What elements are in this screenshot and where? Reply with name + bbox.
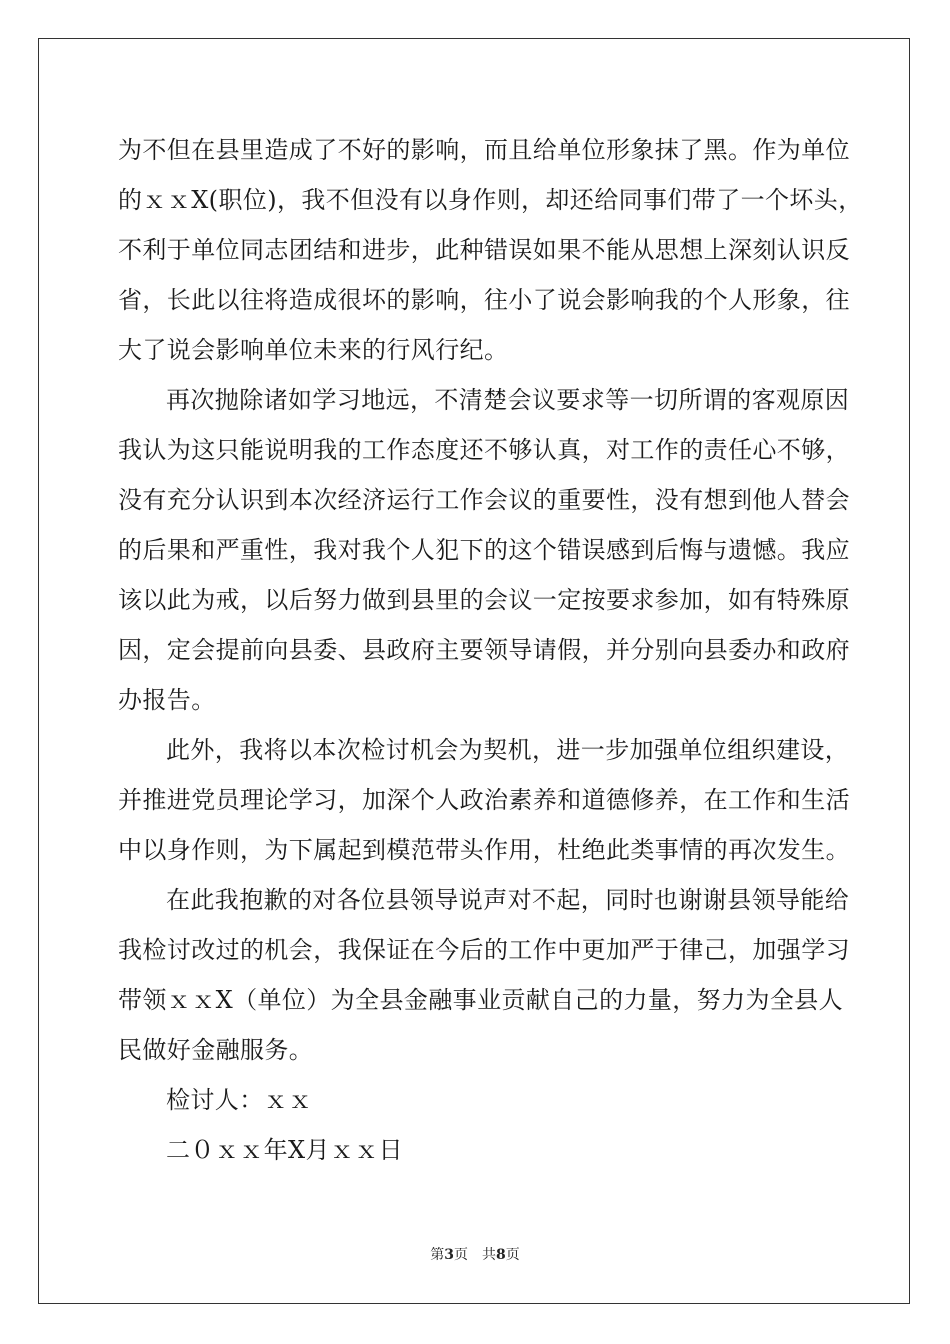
page-footer: [0, 1246, 950, 1264]
text-line: 该以此为戒，以后努力做到县里的会议一定按要求参加，如有特殊原: [118, 586, 850, 614]
text-line: 大了说会影响单位未来的行风行纪。: [118, 336, 509, 364]
text-line: 民做好金融服务。: [118, 1036, 314, 1064]
text-line: 的ｘｘX(职位)，我不但没有以身作则，却还给同事们带了一个坏头，: [118, 186, 863, 214]
date-line: 二０ｘｘ年X月ｘｘ日: [166, 1136, 404, 1164]
text-line: 我检讨改过的机会，我保证在今后的工作中更加严于律己，加强学习: [118, 936, 850, 964]
page-number: 3: [444, 1247, 454, 1263]
text-line: 中以身作则，为下属起到模范带头作用，杜绝此类事情的再次发生。: [118, 836, 850, 864]
total-pages: 8: [496, 1247, 506, 1263]
text-line: 带领ｘｘX（单位）为全县金融事业贡献自己的力量，努力为全县人: [118, 986, 844, 1014]
total-suffix: 页: [505, 1247, 520, 1263]
text-line: 在此我抱歉的对各位县领导说声对不起，同时也谢谢县领导能给: [166, 886, 850, 914]
total-prefix: 共: [482, 1247, 496, 1263]
text-line: 此外，我将以本次检讨机会为契机，进一步加强单位组织建设，: [166, 736, 850, 764]
text-line: 再次抛除诸如学习地远，不清楚会议要求等一切所谓的客观原因: [166, 386, 850, 414]
text-line: 为不但在县里造成了不好的影响，而且给单位形象抹了黑。作为单位: [118, 136, 850, 164]
text-line: 省，长此以往将造成很坏的影响，往小了说会影响我的个人形象，往: [118, 286, 850, 314]
text-line: 我认为这只能说明我的工作态度还不够认真，对工作的责任心不够，: [118, 436, 850, 464]
text-line: 没有充分认识到本次经济运行工作会议的重要性，没有想到他人替会: [118, 486, 850, 514]
page-suffix: 页: [454, 1247, 468, 1263]
text-line: 不利于单位同志团结和进步，此种错误如果不能从思想上深刻认识反: [118, 236, 850, 264]
text-line: 因，定会提前向县委、县政府主要领导请假，并分别向县委办和政府: [118, 636, 850, 664]
signatory-line: 检讨人：ｘｘ: [166, 1086, 313, 1114]
page-prefix: 第: [430, 1247, 445, 1263]
text-line: 并推进党员理论学习，加深个人政治素养和道德修养，在工作和生活: [118, 786, 850, 814]
text-line: 办报告。: [118, 686, 216, 714]
text-line: 的后果和严重性，我对我个人犯下的这个错误感到后悔与遗憾。我应: [118, 536, 850, 564]
